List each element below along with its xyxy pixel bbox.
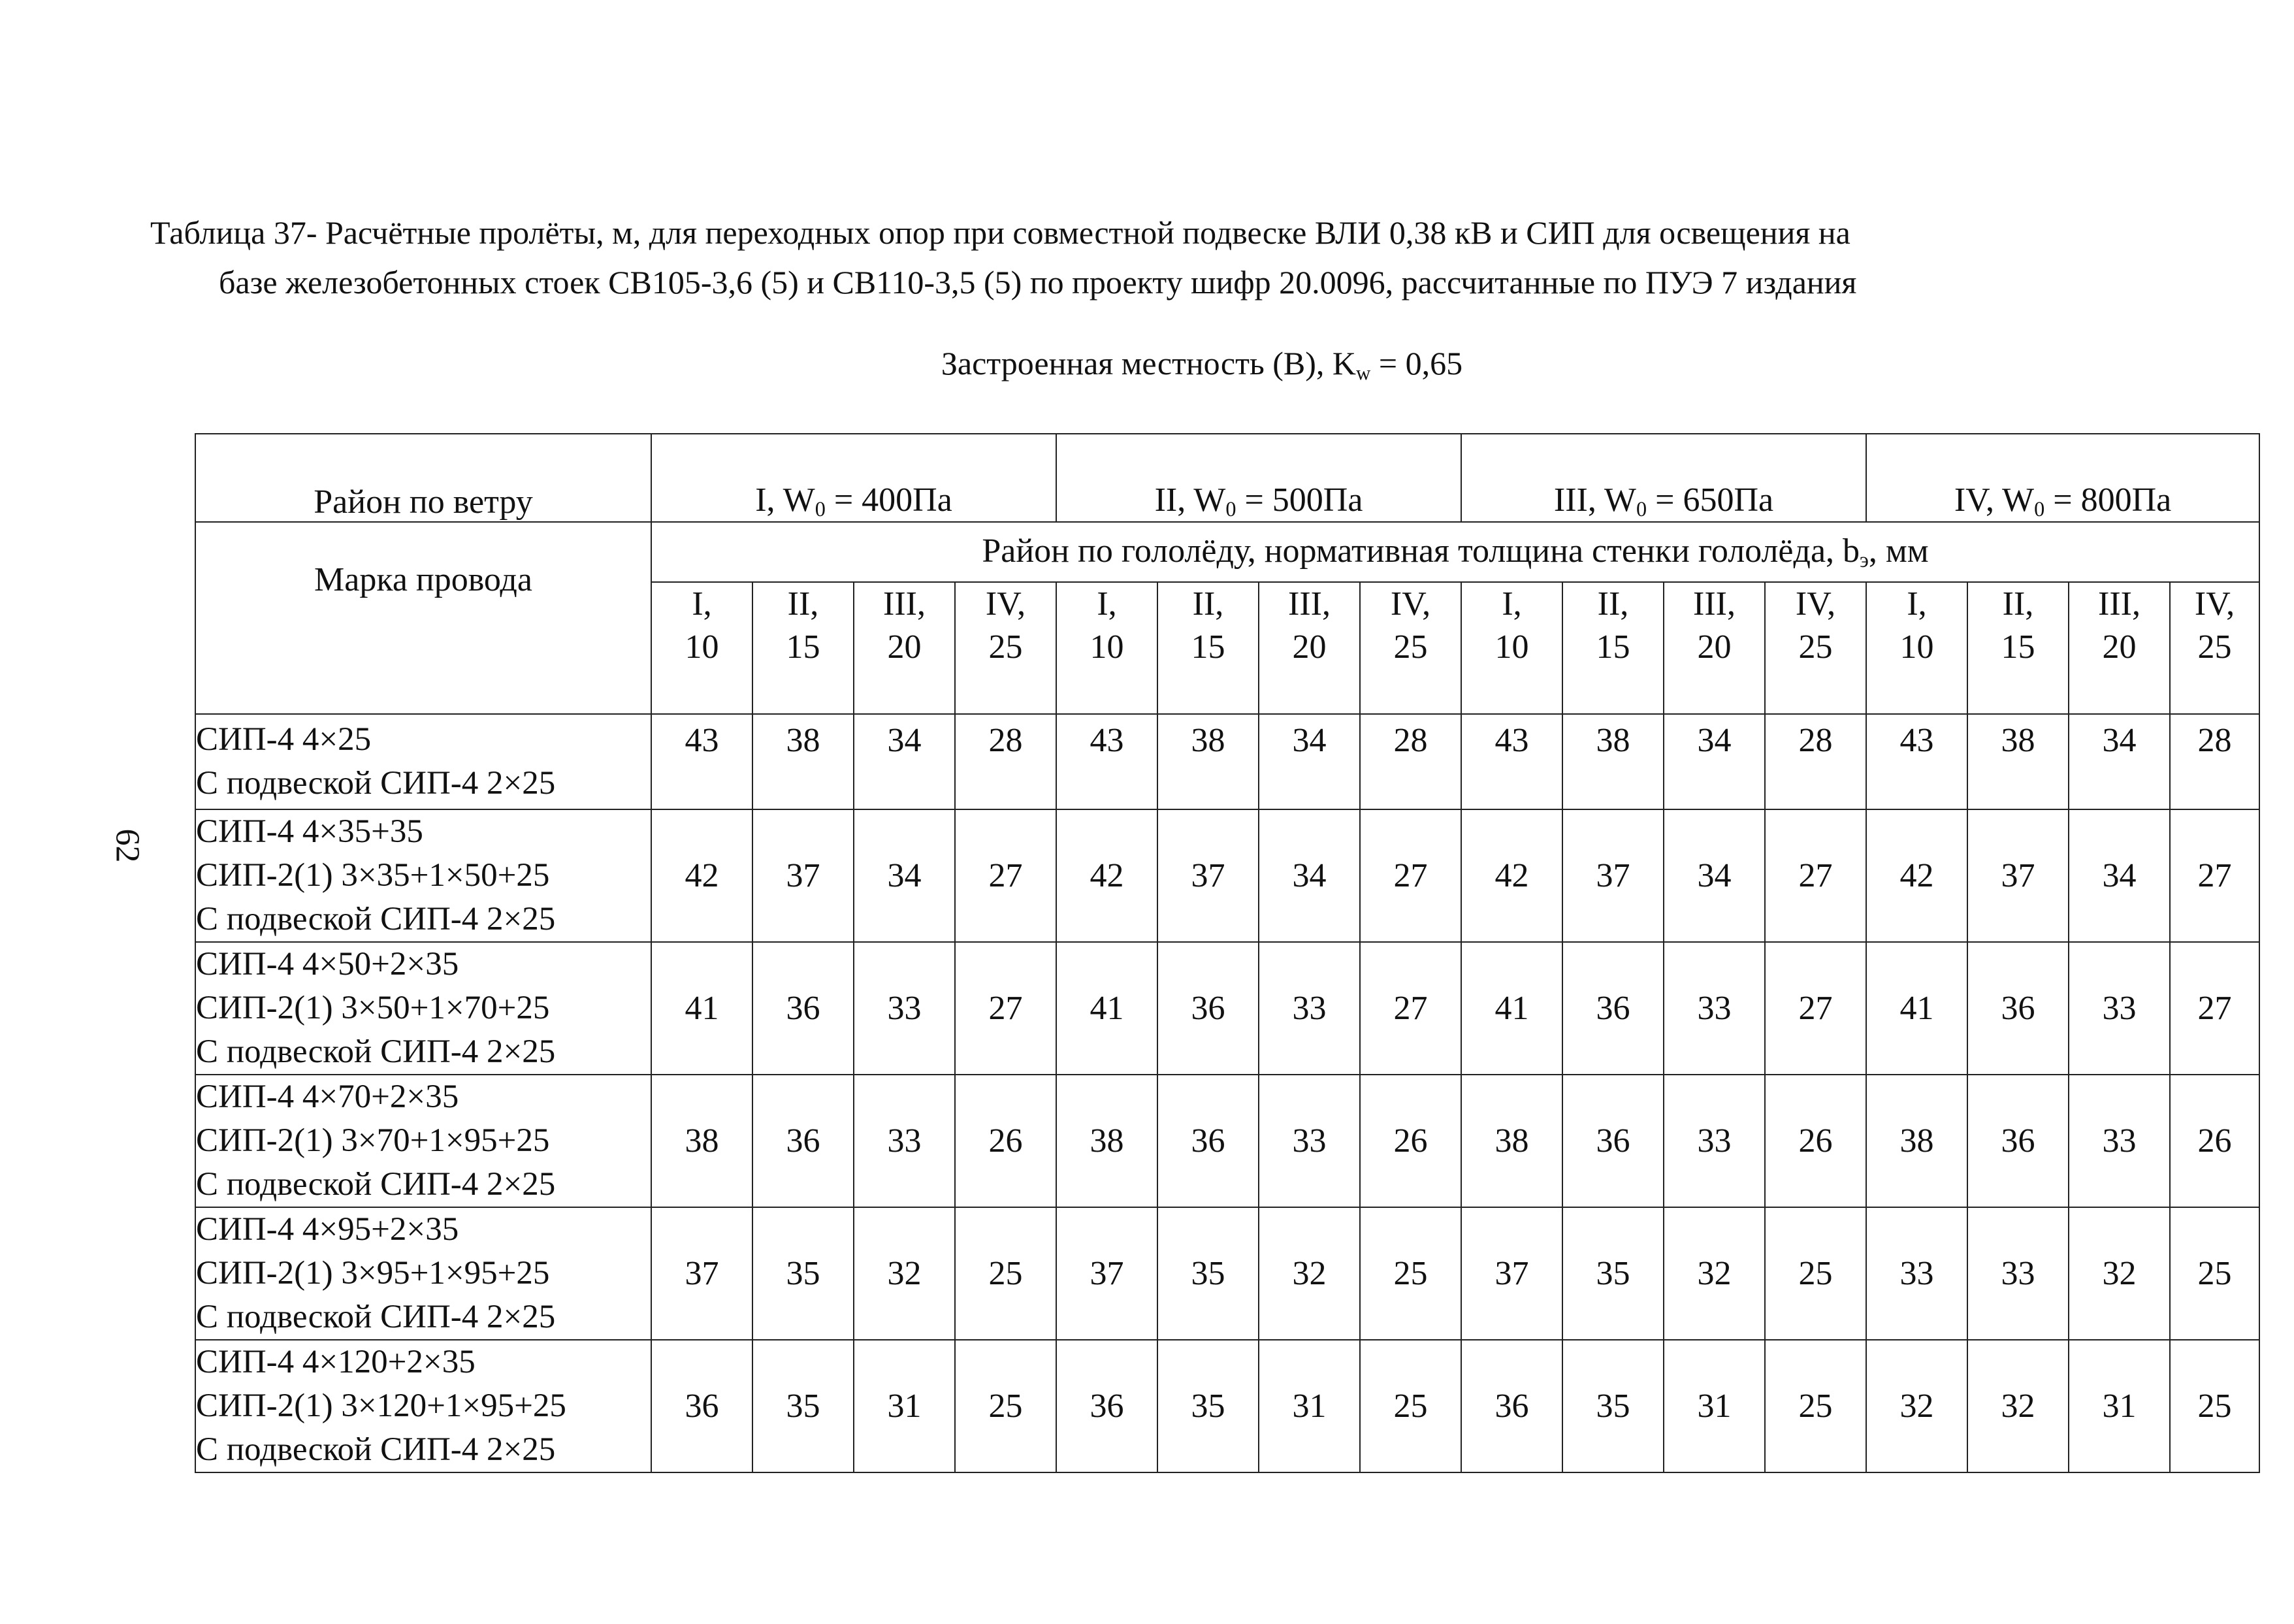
- span-value-cell: 42: [1866, 809, 1967, 942]
- span-value-cell: 35: [1157, 1207, 1259, 1340]
- span-value-cell: 38: [1967, 714, 2069, 809]
- span-value-cell: 34: [854, 809, 955, 942]
- span-value-cell: 37: [1157, 809, 1259, 942]
- span-value-cell: 34: [1664, 809, 1765, 942]
- wind-region-header: IV, $W_0 = 800Па$: [1866, 434, 2259, 522]
- span-value-cell: 34: [1259, 809, 1360, 942]
- span-value-cell: 32: [1866, 1340, 1967, 1472]
- span-value-cell: 31: [854, 1340, 955, 1472]
- span-value-cell: 36: [1562, 942, 1664, 1075]
- span-value-cell: 33: [1259, 942, 1360, 1075]
- span-value-cell: 41: [1461, 942, 1562, 1075]
- span-value-cell: 27: [1360, 809, 1461, 942]
- span-value-cell: 43: [1461, 714, 1562, 809]
- wire-mark-cell: СИП-4 4×120+2×35 СИП-2(1) 3×120+1×95+25 С подвеской СИП-4 2×25: [195, 1340, 651, 1472]
- caption-line-2: базе железобетонных стоек СВ105-3,6 (5) и СВ110-3,5 (5) по проекту шифр 20.0096, рассчитанные по ПУЭ 7 издания: [219, 264, 1857, 300]
- table-row: [195, 714, 2259, 809]
- span-value-cell: 27: [1765, 942, 1866, 1075]
- ice-subcolumn-header: II, 15: [1157, 582, 1259, 714]
- span-value-cell: 36: [1157, 942, 1259, 1075]
- span-value-cell: 26: [1360, 1075, 1461, 1207]
- wire-mark-cell: СИП-4 4×35+35 СИП-2(1) 3×35+1×50+25 С подвеской СИП-4 2×25: [195, 809, 651, 942]
- span-value-cell: 33: [2069, 942, 2170, 1075]
- span-value-cell: 31: [1664, 1340, 1765, 1472]
- span-value-cell: 37: [1562, 809, 1664, 942]
- span-value-cell: 34: [854, 714, 955, 809]
- ice-subcolumn-header: III, 20: [2069, 582, 2170, 714]
- span-value-cell: 35: [752, 1340, 854, 1472]
- wind-region-label: Район по ветру: [195, 434, 651, 522]
- span-value-cell: 42: [1056, 809, 1157, 942]
- wire-mark-label: Марка провода: [195, 522, 651, 714]
- span-value-cell: 28: [1765, 714, 1866, 809]
- span-value-cell: 36: [1562, 1075, 1664, 1207]
- span-value-cell: 36: [651, 1340, 752, 1472]
- span-value-cell: 26: [1765, 1075, 1866, 1207]
- span-value-cell: 35: [1562, 1207, 1664, 1340]
- span-value-cell: 36: [1967, 1075, 2069, 1207]
- table-caption: [150, 208, 2149, 307]
- span-value-cell: 31: [2069, 1340, 2170, 1472]
- span-value-cell: 36: [1461, 1340, 1562, 1472]
- span-value-cell: 43: [651, 714, 752, 809]
- span-value-cell: 33: [854, 942, 955, 1075]
- span-value-cell: 25: [1765, 1207, 1866, 1340]
- ice-subcolumn-header: I, 10: [1461, 582, 1562, 714]
- span-value-cell: 33: [1259, 1075, 1360, 1207]
- wind-header-row: [195, 434, 2259, 522]
- span-value-cell: 33: [1664, 1075, 1765, 1207]
- ice-subcolumn-header: IV, 25: [1765, 582, 1866, 714]
- span-value-cell: 32: [854, 1207, 955, 1340]
- wind-region-header: I, $W_0 = 400Па$: [651, 434, 1056, 522]
- span-value-cell: 37: [1461, 1207, 1562, 1340]
- span-value-cell: 37: [1967, 809, 2069, 942]
- span-value-cell: 28: [1360, 714, 1461, 809]
- table-row: [195, 1340, 2259, 1472]
- span-value-cell: 37: [651, 1207, 752, 1340]
- span-value-cell: 25: [2170, 1340, 2259, 1472]
- span-value-cell: 41: [651, 942, 752, 1075]
- span-value-cell: 27: [955, 942, 1056, 1075]
- ice-subcolumn-header: I, 10: [651, 582, 752, 714]
- span-value-cell: 34: [2069, 714, 2170, 809]
- span-value-cell: 34: [1664, 714, 1765, 809]
- span-value-cell: 38: [1866, 1075, 1967, 1207]
- span-value-cell: 25: [955, 1207, 1056, 1340]
- span-value-cell: 36: [1157, 1075, 1259, 1207]
- wire-mark-cell: СИП-4 4×70+2×35 СИП-2(1) 3×70+1×95+25 С подвеской СИП-4 2×25: [195, 1075, 651, 1207]
- span-value-cell: 26: [955, 1075, 1056, 1207]
- table-row: [195, 1075, 2259, 1207]
- span-value-cell: 37: [1056, 1207, 1157, 1340]
- table-row: [195, 1207, 2259, 1340]
- wind-region-header: III, $W_0 = 650Па$: [1461, 434, 1866, 522]
- span-value-cell: 36: [752, 942, 854, 1075]
- span-value-cell: 35: [752, 1207, 854, 1340]
- span-value-cell: 32: [1664, 1207, 1765, 1340]
- span-value-cell: 27: [2170, 809, 2259, 942]
- ice-subcolumn-header: IV, 25: [1360, 582, 1461, 714]
- ice-header-row: [195, 522, 2259, 582]
- span-value-cell: 42: [1461, 809, 1562, 942]
- span-value-cell: 38: [1461, 1075, 1562, 1207]
- span-value-cell: 33: [2069, 1075, 2170, 1207]
- span-value-cell: 25: [1360, 1340, 1461, 1472]
- span-value-cell: 26: [2170, 1075, 2259, 1207]
- caption-line-1: Таблица 37- Расчётные пролёты, м, для переходных опор при совместной подвеске ВЛИ 0,38 кВ и СИП для освещения на: [150, 214, 1850, 251]
- span-value-cell: 27: [1360, 942, 1461, 1075]
- span-value-cell: 31: [1259, 1340, 1360, 1472]
- span-value-cell: 27: [1765, 809, 1866, 942]
- span-value-cell: 38: [1056, 1075, 1157, 1207]
- table-body: [195, 714, 2259, 1472]
- span-value-cell: 28: [955, 714, 1056, 809]
- ice-subcolumn-header: I, 10: [1866, 582, 1967, 714]
- span-value-cell: 34: [1259, 714, 1360, 809]
- span-value-cell: 33: [1664, 942, 1765, 1075]
- wire-mark-cell: СИП-4 4×95+2×35 СИП-2(1) 3×95+1×95+25 С подвеской СИП-4 2×25: [195, 1207, 651, 1340]
- span-value-cell: 33: [1866, 1207, 1967, 1340]
- span-value-cell: 36: [752, 1075, 854, 1207]
- span-value-cell: 35: [1562, 1340, 1664, 1472]
- span-value-cell: 37: [752, 809, 854, 942]
- wire-mark-cell: СИП-4 4×50+2×35 СИП-2(1) 3×50+1×70+25 С подвеской СИП-4 2×25: [195, 942, 651, 1075]
- span-value-cell: 41: [1866, 942, 1967, 1075]
- ice-region-header: Район по гололёду, нормативная толщина стенки гололёда, $b_э$, мм: [651, 522, 2259, 582]
- table-row: [195, 809, 2259, 942]
- span-value-cell: 38: [1562, 714, 1664, 809]
- ice-subcolumn-header: II, 15: [1967, 582, 2069, 714]
- span-table: [195, 433, 2260, 1473]
- terrain-subtitle: Застроенная местность (В), $K_w = 0,65$: [941, 345, 1463, 384]
- span-value-cell: 38: [1157, 714, 1259, 809]
- wind-region-header: II, $W_0 = 500Па$: [1056, 434, 1461, 522]
- span-value-cell: 33: [854, 1075, 955, 1207]
- span-value-cell: 38: [651, 1075, 752, 1207]
- table-row: [195, 942, 2259, 1075]
- span-value-cell: 27: [955, 809, 1056, 942]
- span-value-cell: 34: [2069, 809, 2170, 942]
- span-value-cell: 32: [1967, 1340, 2069, 1472]
- span-value-cell: 36: [1056, 1340, 1157, 1472]
- span-value-cell: 38: [752, 714, 854, 809]
- ice-subcolumn-header: III, 20: [1259, 582, 1360, 714]
- span-value-cell: 32: [2069, 1207, 2170, 1340]
- ice-subcolumn-header: III, 20: [1664, 582, 1765, 714]
- span-value-cell: 35: [1157, 1340, 1259, 1472]
- span-value-cell: 43: [1866, 714, 1967, 809]
- page-number: 62: [108, 828, 146, 863]
- span-value-cell: 25: [1765, 1340, 1866, 1472]
- span-value-cell: 27: [2170, 942, 2259, 1075]
- ice-subcolumn-header: III, 20: [854, 582, 955, 714]
- ice-subcolumn-header: IV, 25: [2170, 582, 2259, 714]
- span-value-cell: 42: [651, 809, 752, 942]
- span-value-cell: 28: [2170, 714, 2259, 809]
- span-value-cell: 43: [1056, 714, 1157, 809]
- ice-subcolumn-header: II, 15: [1562, 582, 1664, 714]
- span-value-cell: 36: [1967, 942, 2069, 1075]
- ice-subcolumn-header: IV, 25: [955, 582, 1056, 714]
- span-value-cell: 25: [2170, 1207, 2259, 1340]
- ice-subcolumn-header: II, 15: [752, 582, 854, 714]
- span-value-cell: 33: [1967, 1207, 2069, 1340]
- span-value-cell: 25: [1360, 1207, 1461, 1340]
- wire-mark-cell: СИП-4 4×25 С подвеской СИП-4 2×25: [195, 714, 651, 809]
- span-value-cell: 25: [955, 1340, 1056, 1472]
- ice-subcolumn-header: I, 10: [1056, 582, 1157, 714]
- span-value-cell: 32: [1259, 1207, 1360, 1340]
- span-value-cell: 41: [1056, 942, 1157, 1075]
